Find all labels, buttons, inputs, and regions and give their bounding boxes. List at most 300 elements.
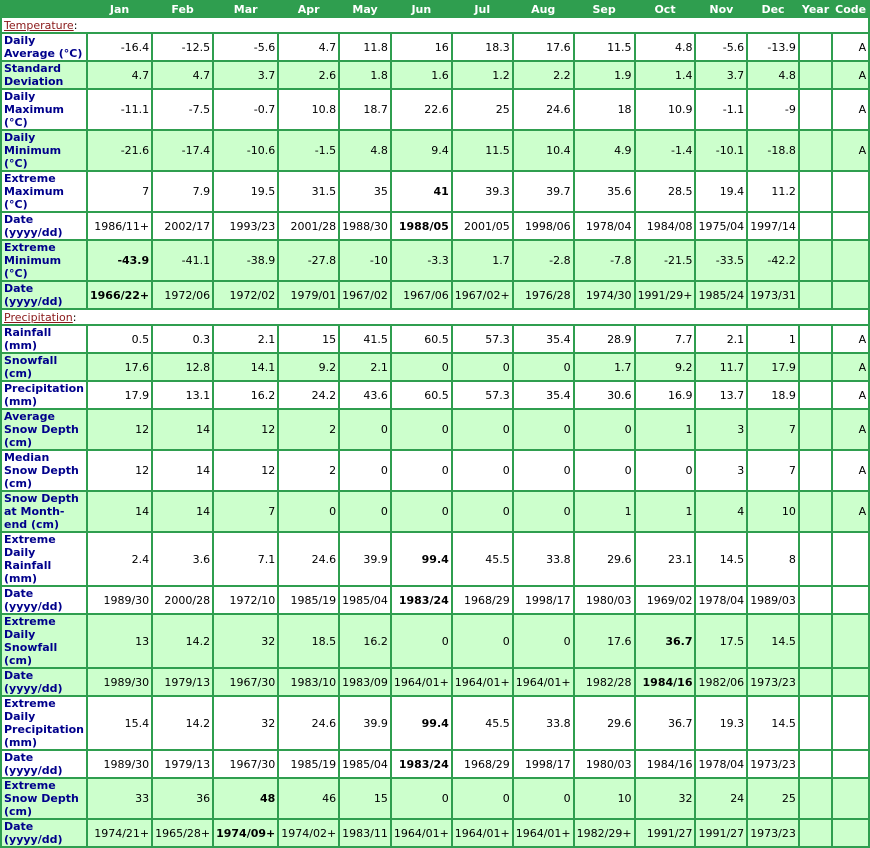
value-cell: 4 [696, 492, 746, 531]
code-cell [833, 697, 868, 749]
value-cell: 4.7 [279, 34, 338, 60]
value-cell: 1964/01+ [392, 669, 451, 695]
table-row [2, 533, 868, 585]
row-label: Extreme Daily Rainfall (mm) [2, 533, 86, 585]
year-cell [800, 326, 831, 352]
value-cell: 39.9 [340, 697, 390, 749]
year-cell [800, 172, 831, 211]
value-cell: 1983/24 [392, 751, 451, 777]
value-cell: 32 [214, 615, 277, 667]
year-cell [800, 90, 831, 129]
value-cell: 11.5 [453, 131, 512, 170]
value-cell: -7.8 [575, 241, 634, 280]
value-cell: 28.5 [636, 172, 695, 211]
value-cell: 1998/17 [514, 587, 573, 613]
value-cell: 1983/10 [279, 669, 338, 695]
code-cell: A [833, 131, 868, 170]
value-cell: 1985/04 [340, 587, 390, 613]
header-month-apr: Apr [279, 2, 338, 16]
year-cell [800, 213, 831, 239]
value-cell: -16.4 [88, 34, 151, 60]
value-cell: 2002/17 [153, 213, 212, 239]
value-cell: 9.4 [392, 131, 451, 170]
header-month-sep: Sep [575, 2, 634, 16]
header-row [2, 2, 868, 16]
table-row [2, 382, 868, 408]
value-cell: 1989/30 [88, 669, 151, 695]
year-cell [800, 779, 831, 818]
value-cell: 1973/31 [748, 282, 798, 308]
code-cell: A [833, 451, 868, 490]
value-cell: -10 [340, 241, 390, 280]
value-cell: 1 [636, 492, 695, 531]
year-cell [800, 354, 831, 380]
value-cell: 14 [88, 492, 151, 531]
value-cell: 1991/29+ [636, 282, 695, 308]
value-cell: -27.8 [279, 241, 338, 280]
value-cell: 13 [88, 615, 151, 667]
row-label: Date (yyyy/dd) [2, 587, 86, 613]
value-cell: 1988/30 [340, 213, 390, 239]
row-label: Rainfall (mm) [2, 326, 86, 352]
header-month-dec: Dec [748, 2, 798, 16]
code-cell [833, 241, 868, 280]
value-cell: 1982/06 [696, 669, 746, 695]
value-cell: 23.1 [636, 533, 695, 585]
table-row [2, 669, 868, 695]
value-cell: 36 [153, 779, 212, 818]
value-cell: 29.6 [575, 697, 634, 749]
year-cell [800, 410, 831, 449]
value-cell: 4.8 [340, 131, 390, 170]
value-cell: 7.1 [214, 533, 277, 585]
value-cell: 0 [392, 451, 451, 490]
value-cell: 31.5 [279, 172, 338, 211]
value-cell: 16.2 [214, 382, 277, 408]
value-cell: 1968/29 [453, 587, 512, 613]
value-cell: 0 [514, 492, 573, 531]
value-cell: 7.9 [153, 172, 212, 211]
value-cell: -1.4 [636, 131, 695, 170]
year-cell [800, 587, 831, 613]
year-cell [800, 820, 831, 846]
value-cell: 0.5 [88, 326, 151, 352]
row-label: Extreme Snow Depth (cm) [2, 779, 86, 818]
value-cell: 0 [636, 451, 695, 490]
value-cell: 0 [453, 492, 512, 531]
value-cell: 35.6 [575, 172, 634, 211]
value-cell: -1.1 [696, 90, 746, 129]
value-cell: 60.5 [392, 382, 451, 408]
value-cell: 1988/05 [392, 213, 451, 239]
value-cell: 3 [696, 410, 746, 449]
table-row [2, 615, 868, 667]
value-cell: 43.6 [340, 382, 390, 408]
value-cell: 9.2 [636, 354, 695, 380]
year-cell [800, 492, 831, 531]
value-cell: 1.9 [575, 62, 634, 88]
value-cell: 1972/06 [153, 282, 212, 308]
value-cell: 0 [453, 615, 512, 667]
value-cell: 0 [514, 779, 573, 818]
value-cell: 1997/14 [748, 213, 798, 239]
table-row [2, 354, 868, 380]
value-cell: 2.1 [214, 326, 277, 352]
value-cell: 1998/06 [514, 213, 573, 239]
section-row [2, 18, 868, 32]
value-cell: 1973/23 [748, 669, 798, 695]
value-cell: 1964/01+ [453, 669, 512, 695]
value-cell: 28.9 [575, 326, 634, 352]
value-cell: 17.6 [575, 615, 634, 667]
value-cell: -18.8 [748, 131, 798, 170]
code-cell [833, 533, 868, 585]
value-cell: 1993/23 [214, 213, 277, 239]
value-cell: 0 [279, 492, 338, 531]
value-cell: 0 [453, 779, 512, 818]
value-cell: 0 [392, 615, 451, 667]
value-cell: 7 [214, 492, 277, 531]
value-cell: 10.9 [636, 90, 695, 129]
value-cell: 1966/22+ [88, 282, 151, 308]
year-cell [800, 131, 831, 170]
value-cell: 1983/11 [340, 820, 390, 846]
value-cell: 1979/01 [279, 282, 338, 308]
row-label: Date (yyyy/dd) [2, 820, 86, 846]
value-cell: 1973/23 [748, 820, 798, 846]
value-cell: 24.6 [279, 533, 338, 585]
value-cell: 0 [453, 354, 512, 380]
value-cell: 2001/28 [279, 213, 338, 239]
value-cell: 36.7 [636, 697, 695, 749]
value-cell: 1980/03 [575, 751, 634, 777]
value-cell: 41 [392, 172, 451, 211]
value-cell: 2000/28 [153, 587, 212, 613]
value-cell: 30.6 [575, 382, 634, 408]
code-cell [833, 820, 868, 846]
value-cell: 1969/02 [636, 587, 695, 613]
value-cell: -3.3 [392, 241, 451, 280]
value-cell: 17.6 [514, 34, 573, 60]
value-cell: 2 [279, 451, 338, 490]
header-code: Code [835, 2, 867, 16]
value-cell: 0 [514, 410, 573, 449]
value-cell: 14.5 [748, 697, 798, 749]
value-cell: 25 [748, 779, 798, 818]
row-label: Date (yyyy/dd) [2, 213, 86, 239]
value-cell: 0 [340, 410, 390, 449]
value-cell: 1964/01+ [514, 669, 573, 695]
table-row [2, 410, 868, 449]
value-cell: 15 [279, 326, 338, 352]
value-cell: 18.5 [279, 615, 338, 667]
year-cell [800, 533, 831, 585]
value-cell: 14.5 [696, 533, 746, 585]
value-cell: 1984/16 [636, 751, 695, 777]
code-cell [833, 213, 868, 239]
row-label: Average Snow Depth (cm) [2, 410, 86, 449]
value-cell: 11.7 [696, 354, 746, 380]
value-cell: 2.1 [696, 326, 746, 352]
year-cell [800, 615, 831, 667]
row-label: Median Snow Depth (cm) [2, 451, 86, 490]
value-cell: 7 [748, 410, 798, 449]
value-cell: 0 [340, 492, 390, 531]
header-month-mar: Mar [214, 2, 277, 16]
value-cell: 7.7 [636, 326, 695, 352]
value-cell: 0 [340, 451, 390, 490]
value-cell: 1989/30 [88, 587, 151, 613]
header-month-jan: Jan [88, 2, 151, 16]
value-cell: 1967/02+ [453, 282, 512, 308]
row-label: Date (yyyy/dd) [2, 282, 86, 308]
value-cell: 1985/04 [340, 751, 390, 777]
value-cell: 1967/30 [214, 669, 277, 695]
code-cell: A [833, 382, 868, 408]
value-cell: 1 [748, 326, 798, 352]
value-cell: 16.2 [340, 615, 390, 667]
value-cell: 1983/09 [340, 669, 390, 695]
value-cell: 19.3 [696, 697, 746, 749]
year-cell [800, 241, 831, 280]
value-cell: 0 [392, 779, 451, 818]
value-cell: 32 [214, 697, 277, 749]
value-cell: 13.1 [153, 382, 212, 408]
row-label: Daily Average (°C) [2, 34, 86, 60]
value-cell: 1964/01+ [453, 820, 512, 846]
header-month-may: May [340, 2, 390, 16]
value-cell: 12 [88, 451, 151, 490]
value-cell: 24.2 [279, 382, 338, 408]
table-row [2, 587, 868, 613]
value-cell: 17.6 [88, 354, 151, 380]
value-cell: 24.6 [279, 697, 338, 749]
row-label: Standard Deviation [2, 62, 86, 88]
header-year: Year [801, 2, 830, 16]
year-cell [800, 62, 831, 88]
value-cell: 1967/30 [214, 751, 277, 777]
value-cell: 4.7 [153, 62, 212, 88]
section-link[interactable]: Temperature [4, 18, 74, 32]
value-cell: 1978/04 [696, 587, 746, 613]
value-cell: 33.8 [514, 697, 573, 749]
value-cell: 1.2 [453, 62, 512, 88]
value-cell: 1965/28+ [153, 820, 212, 846]
value-cell: 1984/08 [636, 213, 695, 239]
table-row [2, 451, 868, 490]
value-cell: 16.9 [636, 382, 695, 408]
value-cell: 1968/29 [453, 751, 512, 777]
value-cell: 57.3 [453, 382, 512, 408]
value-cell: 1 [575, 492, 634, 531]
year-cell [800, 751, 831, 777]
value-cell: 1964/01+ [514, 820, 573, 846]
value-cell: 0 [392, 410, 451, 449]
value-cell: 18.3 [453, 34, 512, 60]
value-cell: 36.7 [636, 615, 695, 667]
value-cell: -5.6 [214, 34, 277, 60]
value-cell: 15 [340, 779, 390, 818]
header-month-jun: Jun [392, 2, 451, 16]
value-cell: 2.6 [279, 62, 338, 88]
value-cell: 0 [392, 354, 451, 380]
value-cell: 25 [453, 90, 512, 129]
value-cell: 33 [88, 779, 151, 818]
section-row [2, 310, 868, 324]
value-cell: 1972/02 [214, 282, 277, 308]
section-link[interactable]: Precipitation [4, 310, 73, 324]
value-cell: -21.5 [636, 241, 695, 280]
value-cell: 1985/19 [279, 751, 338, 777]
value-cell: 14 [153, 492, 212, 531]
header-corner [2, 2, 86, 16]
row-label: Snow Depth at Month-end (cm) [2, 492, 86, 531]
value-cell: 99.4 [392, 533, 451, 585]
value-cell: 45.5 [453, 697, 512, 749]
value-cell: 3 [696, 451, 746, 490]
value-cell: 10.8 [279, 90, 338, 129]
value-cell: 8 [748, 533, 798, 585]
value-cell: 18.7 [340, 90, 390, 129]
row-label: Snowfall (cm) [2, 354, 86, 380]
value-cell: -41.1 [153, 241, 212, 280]
value-cell: 3.7 [696, 62, 746, 88]
value-cell: 35.4 [514, 326, 573, 352]
value-cell: 17.9 [88, 382, 151, 408]
row-label: Precipitation (mm) [4, 382, 84, 408]
year-cell [800, 34, 831, 60]
value-cell: -42.2 [748, 241, 798, 280]
value-cell: 2.4 [88, 533, 151, 585]
value-cell: 10 [748, 492, 798, 531]
value-cell: 4.8 [636, 34, 695, 60]
value-cell: 15.4 [88, 697, 151, 749]
table-body [2, 18, 868, 846]
value-cell: 1.7 [575, 354, 634, 380]
code-cell: A [833, 62, 868, 88]
value-cell: -13.9 [748, 34, 798, 60]
value-cell: 1974/30 [575, 282, 634, 308]
code-cell: A [833, 492, 868, 531]
value-cell: 1982/29+ [575, 820, 634, 846]
value-cell: 19.4 [696, 172, 746, 211]
row-label: Daily Maximum (°C) [2, 90, 86, 129]
table-row [2, 751, 868, 777]
table-row [2, 131, 868, 170]
value-cell: 39.9 [340, 533, 390, 585]
value-cell: 1967/06 [392, 282, 451, 308]
value-cell: 1972/10 [214, 587, 277, 613]
value-cell: 1998/17 [514, 751, 573, 777]
value-cell: 0 [514, 451, 573, 490]
value-cell: -21.6 [88, 131, 151, 170]
value-cell: 45.5 [453, 533, 512, 585]
value-cell: -11.1 [88, 90, 151, 129]
table-row [2, 241, 868, 280]
value-cell: 2.1 [340, 354, 390, 380]
value-cell: 1964/01+ [392, 820, 451, 846]
value-cell: 48 [214, 779, 277, 818]
value-cell: 1.6 [392, 62, 451, 88]
table-row [2, 820, 868, 846]
table-row [2, 90, 868, 129]
value-cell: 4.7 [88, 62, 151, 88]
code-cell [833, 172, 868, 211]
value-cell: 1974/21+ [88, 820, 151, 846]
year-cell [800, 697, 831, 749]
value-cell: 1984/16 [636, 669, 695, 695]
value-cell: -5.6 [696, 34, 746, 60]
value-cell: 1991/27 [696, 820, 746, 846]
value-cell: 11.5 [575, 34, 634, 60]
value-cell: 2001/05 [453, 213, 512, 239]
value-cell: 1.7 [453, 241, 512, 280]
value-cell: 4.8 [748, 62, 798, 88]
table-row [2, 172, 868, 211]
value-cell: -7.5 [153, 90, 212, 129]
value-cell: 1985/19 [279, 587, 338, 613]
value-cell: 1974/09+ [214, 820, 277, 846]
value-cell: 0 [575, 410, 634, 449]
table-row [2, 213, 868, 239]
value-cell: 10.4 [514, 131, 573, 170]
table-row [2, 34, 868, 60]
table-row [2, 779, 868, 818]
row-label: Extreme Minimum (°C) [2, 241, 86, 280]
code-cell: A [833, 354, 868, 380]
value-cell: 99.4 [392, 697, 451, 749]
value-cell: 0 [392, 492, 451, 531]
value-cell: 1980/03 [575, 587, 634, 613]
value-cell: 2 [279, 410, 338, 449]
value-cell: 1978/04 [575, 213, 634, 239]
header-month-nov: Nov [696, 2, 746, 16]
value-cell: 14.1 [214, 354, 277, 380]
value-cell: 57.3 [453, 326, 512, 352]
value-cell: 41.5 [340, 326, 390, 352]
code-cell [833, 669, 868, 695]
row-label: Extreme Maximum (°C) [2, 172, 86, 211]
value-cell: 1973/23 [748, 751, 798, 777]
value-cell: 0 [514, 354, 573, 380]
value-cell: 12 [88, 410, 151, 449]
value-cell: 1.4 [636, 62, 695, 88]
value-cell: 1989/03 [748, 587, 798, 613]
value-cell: 33.8 [514, 533, 573, 585]
value-cell: 1967/02 [340, 282, 390, 308]
value-cell: 0 [453, 451, 512, 490]
value-cell: 18.9 [748, 382, 798, 408]
year-cell [800, 282, 831, 308]
value-cell: 1976/28 [514, 282, 573, 308]
value-cell: 1991/27 [636, 820, 695, 846]
code-cell: A [833, 34, 868, 60]
section-title-cell: Precipitation: [2, 310, 868, 324]
year-cell [800, 669, 831, 695]
table-row [2, 326, 868, 352]
value-cell: 12 [214, 410, 277, 449]
table-row [2, 492, 868, 531]
value-cell: 3.7 [214, 62, 277, 88]
row-label: Extreme Daily Precipitation (mm) [4, 697, 84, 749]
value-cell: 1985/24 [696, 282, 746, 308]
value-cell: 0 [514, 615, 573, 667]
value-cell: 17.5 [696, 615, 746, 667]
value-cell: 14.5 [748, 615, 798, 667]
value-cell: -33.5 [696, 241, 746, 280]
code-cell: A [833, 326, 868, 352]
table-row [2, 62, 868, 88]
